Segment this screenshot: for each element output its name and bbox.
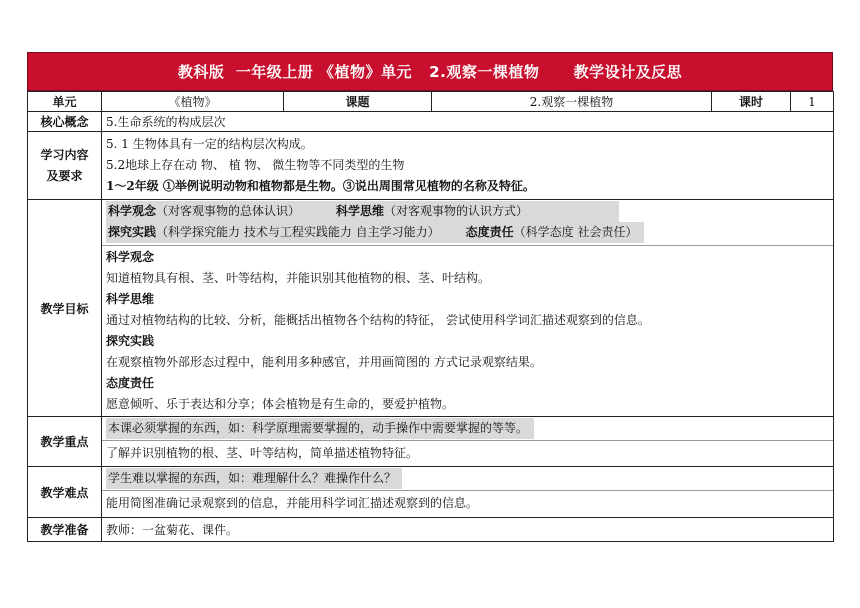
learning-label (28, 132, 102, 200)
topic-label: 课题 (284, 92, 432, 112)
goal-heading-thinking: 科学思维 (106, 292, 155, 306)
learning-row (28, 132, 834, 200)
goal-text-thinking: 通过对植物结构的比较、分析，能概括出植物各个结构的特征， 尝试使用科学词汇描述观察到的信息。 (106, 313, 650, 327)
hours-label: 课时 (712, 92, 791, 112)
preparation-value: 教师：一盆菊花、课件。 (102, 518, 834, 542)
goal-heading-concept: 科学观念 (106, 250, 155, 264)
band-inquiry: 探究实践 (108, 225, 157, 239)
key-points-content (102, 417, 834, 467)
band-science-concept: 科学观念 (108, 204, 157, 218)
learning-line-2: 5.2地球上存在动 物、 植 物、 微生物等不同类型的生物 (106, 158, 405, 172)
goals-label: 教学目标 (28, 200, 102, 417)
difficulties-label: 教学难点 (28, 467, 102, 518)
learning-label-line2: 及要求 (46, 168, 83, 183)
goal-heading-inquiry: 探究实践 (106, 334, 155, 348)
goal-text-attitude: 愿意倾听、乐于表达和分享；体会植物是有生命的，要爱护植物。 (106, 397, 455, 411)
key-points-value: 了解并识别植物的根、茎、叶等结构，简单描述植物特征。 (106, 446, 419, 460)
key-points-label: 教学重点 (28, 417, 102, 467)
document-title: 教科版 一年级上册 《植物》单元 2.观察一棵植物 教学设计及反思 (27, 52, 833, 91)
unit-label: 单元 (28, 92, 102, 112)
core-concept-value: 5.生命系统的构成层次 (102, 112, 834, 132)
lesson-plan-document (27, 52, 833, 542)
learning-line-3: 1～2年级 ①举例说明动物和植物都是生物。③说出周围常见植物的名称及特征。 (106, 179, 535, 193)
preparation-label: 教学准备 (28, 518, 102, 542)
goals-band-2 (106, 222, 829, 243)
header-row (28, 92, 834, 112)
core-concept-row (28, 112, 834, 132)
difficulties-hint: 学生难以掌握的东西，如：难理解什么？难操作什么？ (106, 468, 402, 489)
key-points-hint: 本课必须掌握的东西，如：科学原理需要掌握的，动手操作中需要掌握的等等。 (106, 418, 534, 439)
band-attitude-note: （科学态度 社会责任） (513, 225, 638, 239)
goals-content (102, 200, 834, 417)
band-inquiry-note: （科学探究能力 技术与工程实践能力 自主学习能力） (156, 225, 440, 239)
band-science-thinking: 科学思维 (336, 204, 385, 218)
goal-text-inquiry: 在观察植物外部形态过程中，能利用多种感官，并用画简图的 方式记录观察结果。 (106, 355, 542, 369)
learning-label-line1: 学习内容 (40, 147, 89, 162)
unit-value: 《植物》 (102, 92, 284, 112)
goals-row (28, 200, 834, 417)
goal-text-concept: 知道植物具有根、茎、叶等结构，并能识别其他植物的根、茎、叶结构。 (106, 271, 491, 285)
topic-value: 2.观察一棵植物 (432, 92, 712, 112)
core-concept-label: 核心概念 (28, 112, 102, 132)
band-science-thinking-note: （对客观事物的认识方式） (384, 204, 529, 218)
preparation-row (28, 518, 834, 542)
key-points-row (28, 417, 834, 467)
hours-value: 1 (791, 92, 834, 112)
learning-content (102, 132, 834, 200)
difficulties-row (28, 467, 834, 518)
lesson-plan-table (27, 91, 834, 542)
learning-line-1: 5. 1 生物体具有一定的结构层次构成。 (106, 137, 313, 151)
difficulties-value: 能用简图准确记录观察到的信息，并能用科学词汇描述观察到的信息。 (106, 496, 479, 510)
band-attitude: 态度责任 (465, 225, 514, 239)
difficulties-content (102, 467, 834, 518)
goal-heading-attitude: 态度责任 (106, 376, 155, 390)
goals-band-1 (106, 201, 829, 222)
band-science-concept-note: （对客观事物的总体认识） (156, 204, 301, 218)
